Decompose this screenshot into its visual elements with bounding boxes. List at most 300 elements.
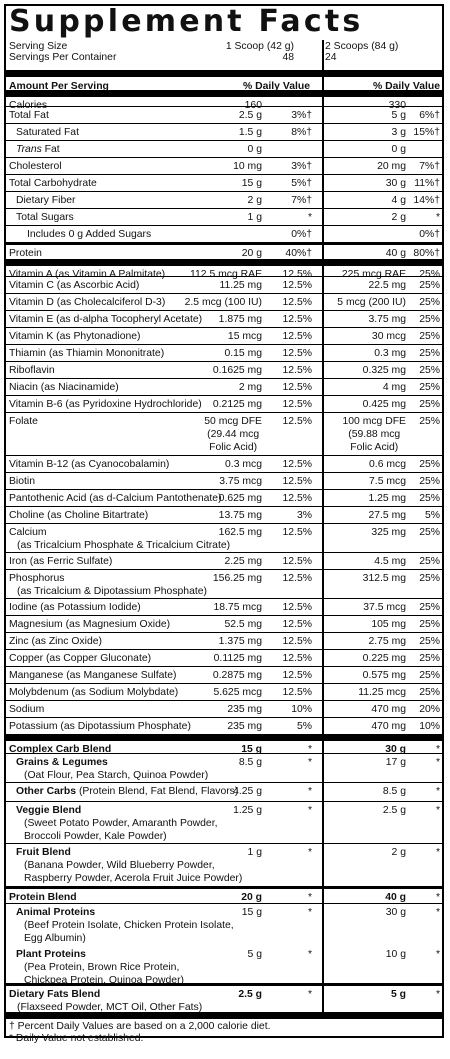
amount-col2: 3.75 mg bbox=[368, 314, 406, 325]
table-row bbox=[6, 310, 442, 327]
amount-col1: 0.2875 mg bbox=[212, 670, 262, 681]
amount-col2: 2.75 mg bbox=[368, 636, 406, 647]
dv-col1: 12.5% bbox=[282, 331, 312, 342]
nutrient-name bbox=[9, 313, 234, 326]
footnote-daily-value: * Daily Value not established. bbox=[9, 1033, 144, 1044]
amount-col2: 5 g bbox=[390, 989, 406, 1000]
amount-col2: 30 mcg bbox=[371, 331, 406, 342]
dv-col2: 25% bbox=[419, 619, 440, 630]
table-row bbox=[6, 886, 442, 903]
nutrient-name bbox=[9, 686, 234, 699]
amount-col2: 3 g bbox=[391, 127, 406, 138]
nutrient-name bbox=[9, 126, 241, 139]
serving-size-col1: 1 Scoop (42 g) bbox=[225, 41, 294, 52]
nutrient-name bbox=[9, 635, 234, 648]
table-row bbox=[6, 157, 442, 174]
nutrient-name bbox=[9, 526, 249, 552]
amount-col2: 105 mg bbox=[371, 619, 406, 630]
amount-col2: 30 g bbox=[385, 178, 406, 189]
amount-col2: 10 g bbox=[385, 949, 406, 960]
amount-col1: 4.25 g bbox=[233, 786, 262, 797]
nutrient-label: Biotin bbox=[9, 476, 35, 487]
amount-col1: 15 g bbox=[241, 907, 262, 918]
nutrient-name bbox=[9, 160, 234, 173]
dv-col2: 25% bbox=[419, 348, 440, 359]
dv-col2: * bbox=[435, 847, 440, 858]
dv-col1: * bbox=[307, 907, 312, 918]
serving-size-col2: 2 Scoops (84 g) bbox=[325, 41, 399, 52]
table-row bbox=[6, 455, 442, 472]
nutrient-label: Vitamin E (as d-alpha Tocopheryl Acetate) bbox=[9, 314, 203, 325]
amount-col1: 2.5 g bbox=[238, 110, 262, 121]
nutrient-sublabel: (as Tricalcium Phosphate & Tricalcium Citrate) bbox=[17, 540, 231, 551]
table-row bbox=[6, 327, 442, 344]
nutrient-name bbox=[9, 720, 234, 733]
dv-col1: 8%† bbox=[291, 127, 312, 138]
amount-col1: 235 mg bbox=[227, 704, 262, 715]
nutrient-sublabel: (Sweet Potato Powder, Amaranth Powder, Broccoli Powder, Kale Powder) bbox=[24, 818, 218, 842]
dv-col2: 25% bbox=[419, 269, 440, 280]
dv-col1: * bbox=[307, 786, 312, 797]
nutrient-name bbox=[9, 364, 234, 377]
dv-col2: * bbox=[435, 757, 440, 768]
nutrient-label-suffix: Fat bbox=[41, 144, 60, 155]
dv-col2: 25% bbox=[419, 382, 440, 393]
amount-col2: 0.575 mg bbox=[362, 670, 406, 681]
table-row bbox=[6, 700, 442, 717]
nutrient-name bbox=[9, 347, 234, 360]
nutrient-label: Cholesterol bbox=[9, 161, 62, 172]
dv-col2: 0%† bbox=[419, 229, 440, 240]
nutrient-label-suffix: (Protein Blend, Fat Blend, Flavors) bbox=[76, 786, 239, 797]
table-row bbox=[6, 946, 442, 986]
table-row bbox=[6, 489, 442, 506]
nutrient-label: Manganese (as Manganese Sulfate) bbox=[9, 670, 177, 681]
amount-col2: 0.3 mg bbox=[374, 348, 406, 359]
nutrient-sublabel: (Banana Powder, Wild Blueberry Powder, Raspberry Powder, Acerola Fruit Juice Powder) bbox=[24, 860, 243, 884]
table-row bbox=[6, 191, 442, 208]
dv-col2: 25% bbox=[419, 636, 440, 647]
amount-col1: 0.2125 mg bbox=[212, 399, 262, 410]
nutrient-name bbox=[9, 398, 234, 411]
amount-col1: 13.75 mg bbox=[218, 510, 262, 521]
amount-col1: 52.5 mg bbox=[224, 619, 262, 630]
table-row bbox=[6, 666, 442, 683]
dv-col2: 11%† bbox=[414, 178, 440, 189]
table-row bbox=[6, 801, 442, 843]
amount-col2: 4.5 mg bbox=[374, 556, 406, 567]
nutrient-name bbox=[9, 458, 234, 471]
nutrient-label: Dietary Fiber bbox=[16, 195, 76, 206]
daily-value-header-col2: % Daily Value bbox=[373, 81, 440, 92]
dv-col2: * bbox=[435, 892, 440, 903]
dv-col1: 12.5% bbox=[282, 280, 312, 291]
nutrient-label: Complex Carb Blend bbox=[9, 744, 112, 755]
amount-col1: 2.5 mcg (100 IU) bbox=[184, 297, 262, 308]
table-row bbox=[6, 344, 442, 361]
amount-col1: 20 g bbox=[241, 248, 262, 259]
amount-col1: 1.5 g bbox=[238, 127, 262, 138]
nutrient-name bbox=[9, 652, 234, 665]
footnote-percent: † Percent Daily Values are based on a 2,000 calorie diet. bbox=[9, 1021, 271, 1032]
nutrient-label: Sodium bbox=[9, 704, 45, 715]
table-row bbox=[6, 569, 442, 598]
nutrient-label: Thiamin (as Thiamin Mononitrate) bbox=[9, 348, 165, 359]
amount-col1: 162.5 mg bbox=[218, 527, 262, 538]
amount-col2: 30 g bbox=[385, 744, 406, 755]
table-row bbox=[6, 412, 442, 455]
amount-col2: 40 g bbox=[385, 892, 406, 903]
nutrient-label: Magnesium (as Magnesium Oxide) bbox=[9, 619, 171, 630]
table-row bbox=[6, 649, 442, 666]
servings-per-container-label: Servings Per Container bbox=[9, 52, 117, 63]
daily-value-header-col1: % Daily Value bbox=[243, 81, 310, 92]
nutrient-name bbox=[9, 906, 256, 945]
amount-col1: 0.625 mg bbox=[218, 493, 262, 504]
nutrient-name bbox=[9, 109, 234, 122]
nutrient-name bbox=[9, 475, 234, 488]
table-row bbox=[6, 208, 442, 225]
dv-col1: 5%† bbox=[291, 178, 312, 189]
dv-col2: 25% bbox=[419, 459, 440, 470]
table-row bbox=[6, 734, 442, 753]
dv-col2: 25% bbox=[419, 573, 440, 584]
dv-col2: * bbox=[435, 907, 440, 918]
dv-col1: 12.5% bbox=[282, 636, 312, 647]
amount-col2: 27.5 mg bbox=[368, 510, 406, 521]
amount-col1: 235 mg bbox=[227, 721, 262, 732]
amount-col1: 3.75 mcg bbox=[219, 476, 262, 487]
amount-col2: 2 g bbox=[391, 847, 406, 858]
amount-col2: 0.6 mcg bbox=[369, 459, 406, 470]
nutrient-label: Molybdenum (as Sodium Molybdate) bbox=[9, 687, 179, 698]
dv-col1: 3%† bbox=[291, 110, 312, 121]
amount-col2: 11.25 mcg bbox=[358, 687, 406, 698]
dv-col1: 12.5% bbox=[282, 365, 312, 376]
amount-col1: 112.5 mcg RAE bbox=[190, 269, 262, 280]
amount-col2: 2 g bbox=[391, 212, 406, 223]
nutrient-label: Pantothenic Acid (as d-Calcium Pantothenate) bbox=[9, 493, 222, 504]
nutrient-name bbox=[9, 279, 234, 292]
amount-col1: 2 g bbox=[247, 195, 262, 206]
dv-col1: 12.5% bbox=[282, 459, 312, 470]
supplement-facts-panel bbox=[4, 4, 444, 1044]
amount-col2: 17 g bbox=[385, 757, 406, 768]
dv-col2: 25% bbox=[419, 399, 440, 410]
amount-col2: 225 mcg RAE bbox=[341, 269, 406, 280]
nutrient-name bbox=[9, 846, 256, 885]
amount-col1: 1.25 g bbox=[233, 805, 262, 816]
amount-col1: 11.25 mg bbox=[219, 280, 262, 291]
dv-col1: 10% bbox=[291, 704, 312, 715]
amount-col2: 330 bbox=[388, 100, 406, 111]
table-row bbox=[6, 753, 442, 782]
dv-col1: 12.5% bbox=[282, 573, 312, 584]
nutrient-name bbox=[9, 509, 234, 522]
dv-col2: 25% bbox=[419, 653, 440, 664]
amount-col1: 15 g bbox=[241, 178, 262, 189]
amount-col2: 22.5 mg bbox=[368, 280, 406, 291]
table-row bbox=[6, 90, 442, 111]
dv-col1: * bbox=[307, 892, 312, 903]
serving-size-label: Serving Size bbox=[9, 41, 68, 52]
table-row bbox=[6, 683, 442, 700]
amount-col2: 40 g bbox=[385, 248, 406, 259]
nutrient-label: Total Sugars bbox=[16, 212, 74, 223]
nutrient-sublabel: (Beef Protein Isolate, Chicken Protein Isolate, Egg Albumin) bbox=[24, 920, 234, 944]
amount-col1: 156.25 mg bbox=[212, 573, 262, 584]
amount-col2: 100 mcg DFE (59.88 mcg Folic Acid) bbox=[342, 416, 406, 453]
dv-col1: 12.5% bbox=[282, 619, 312, 630]
nutrient-label: Other Carbs bbox=[16, 786, 77, 797]
dv-col1: 5% bbox=[296, 721, 312, 732]
nutrient-label: Zinc (as Zinc Oxide) bbox=[9, 636, 102, 647]
amount-col2: 5 mcg (200 IU) bbox=[337, 297, 406, 308]
table-row bbox=[6, 361, 442, 378]
servings-col2: 24 bbox=[325, 52, 337, 63]
dv-col2: 25% bbox=[419, 476, 440, 487]
amount-col2: 4 mg bbox=[382, 382, 406, 393]
nutrient-name bbox=[9, 618, 234, 631]
dv-col2: 25% bbox=[419, 687, 440, 698]
nutrient-name bbox=[9, 228, 252, 241]
amount-col1: 18.75 mcg bbox=[213, 602, 262, 613]
nutrient-name bbox=[9, 143, 241, 156]
dv-col1: 12.5% bbox=[282, 399, 312, 410]
table-row bbox=[6, 378, 442, 395]
amount-col2: 325 mg bbox=[371, 527, 406, 538]
amount-col1: 0 g bbox=[247, 144, 262, 155]
dv-col2: 14%† bbox=[413, 195, 440, 206]
nutrient-name bbox=[9, 194, 241, 207]
table-row bbox=[6, 632, 442, 649]
nutrient-label: Veggie Blend bbox=[16, 805, 82, 816]
dv-col1: 12.5% bbox=[282, 382, 312, 393]
table-row bbox=[6, 293, 442, 310]
dv-col1: 12.5% bbox=[282, 687, 312, 698]
amount-col2: 7.5 mcg bbox=[369, 476, 406, 487]
amount-col2: 470 mg bbox=[371, 704, 406, 715]
amount-col1: 1 g bbox=[247, 847, 262, 858]
dv-col1: 12.5% bbox=[282, 653, 312, 664]
amount-col2: 0.225 mg bbox=[362, 653, 406, 664]
table-row bbox=[6, 276, 442, 293]
nutrient-label: Protein Blend bbox=[9, 892, 77, 903]
column-divider bbox=[322, 40, 324, 1012]
amount-per-serving-header: Amount Per Serving bbox=[9, 81, 109, 92]
footnotes bbox=[6, 1012, 442, 1059]
nutrient-sublabel: (as Tricalcium & Dipotassium Phosphate) bbox=[17, 586, 207, 597]
nutrient-name bbox=[9, 756, 256, 782]
amount-col2: 2.5 g bbox=[382, 805, 406, 816]
panel-title: Supplement Facts bbox=[9, 4, 364, 39]
table-row bbox=[6, 506, 442, 523]
dv-col2: 25% bbox=[419, 602, 440, 613]
amount-col1: 0.1125 mg bbox=[213, 653, 262, 664]
nutrient-name bbox=[9, 415, 234, 428]
dv-col2: * bbox=[435, 212, 440, 223]
amount-col1: 0.1625 mg bbox=[212, 365, 262, 376]
table-row bbox=[6, 552, 442, 569]
amount-col1: 15 g bbox=[241, 744, 262, 755]
servings-col1: 48 bbox=[282, 52, 294, 63]
amount-col2: 5 g bbox=[391, 110, 406, 121]
nutrient-name bbox=[9, 703, 234, 716]
nutrient-label: Vitamin B-6 (as Pyridoxine Hydrochloride) bbox=[9, 399, 202, 410]
dv-col2: 25% bbox=[419, 527, 440, 538]
dv-col2: 25% bbox=[419, 416, 440, 427]
nutrient-label: Choline (as Choline Bitartrate) bbox=[9, 510, 149, 521]
amount-col2: 0.325 mg bbox=[362, 365, 406, 376]
nutrient-table bbox=[6, 90, 442, 1012]
nutrient-name bbox=[9, 785, 241, 798]
dv-col1: 3% bbox=[296, 510, 312, 521]
nutrient-label: Vitamin B-12 (as Cyanocobalamin) bbox=[9, 459, 170, 470]
nutrient-label: Phosphorus bbox=[9, 573, 65, 584]
nutrient-label: Saturated Fat bbox=[16, 127, 79, 138]
nutrient-name bbox=[9, 381, 234, 394]
amount-col2: 1.25 mg bbox=[368, 493, 406, 504]
dv-col2: 15%† bbox=[413, 127, 440, 138]
nutrient-name bbox=[9, 669, 234, 682]
dv-col1: 12.5% bbox=[282, 416, 312, 427]
dv-col1: 12.5% bbox=[282, 527, 312, 538]
dv-col2: * bbox=[435, 949, 440, 960]
nutrient-name bbox=[9, 492, 234, 505]
nutrient-label: Riboflavin bbox=[9, 365, 55, 376]
nutrient-label: Niacin (as Niacinamide) bbox=[9, 382, 119, 393]
amount-col2: 37.5 mcg bbox=[363, 602, 406, 613]
dv-col2: 25% bbox=[419, 365, 440, 376]
table-row bbox=[6, 598, 442, 615]
nutrient-name bbox=[9, 211, 241, 224]
nutrient-name bbox=[9, 988, 249, 1014]
amount-col2: 470 mg bbox=[371, 721, 406, 732]
serving-info bbox=[6, 40, 442, 70]
amount-col1: 160 bbox=[244, 100, 262, 111]
dv-col2: 25% bbox=[419, 280, 440, 291]
dv-col2: 7%† bbox=[419, 161, 440, 172]
dv-col1: 12.5% bbox=[282, 314, 312, 325]
amount-col1: 8.5 g bbox=[238, 757, 262, 768]
dv-col2: * bbox=[435, 744, 440, 755]
nutrient-label: Fruit Blend bbox=[16, 847, 71, 858]
nutrient-label: Animal Proteins bbox=[16, 907, 96, 918]
amount-col1: 2 mg bbox=[238, 382, 262, 393]
amount-col1: 5.625 mcg bbox=[213, 687, 262, 698]
dv-col1: * bbox=[307, 949, 312, 960]
table-row bbox=[6, 395, 442, 412]
table-row bbox=[6, 782, 442, 801]
nutrient-label: Dietary Fats Blend bbox=[9, 989, 101, 1000]
amount-col1: 1 g bbox=[247, 212, 262, 223]
dv-col2: 5% bbox=[424, 510, 440, 521]
dv-col2: * bbox=[435, 989, 440, 1000]
table-row bbox=[6, 225, 442, 242]
nutrient-sublabel: (Flaxseed Powder, MCT Oil, Other Fats) bbox=[17, 1002, 203, 1013]
amount-col2: 4 g bbox=[391, 195, 406, 206]
nutrient-name bbox=[9, 177, 234, 190]
dv-col1: 12.5% bbox=[282, 493, 312, 504]
nutrient-name bbox=[9, 601, 234, 614]
dv-col1: 40%† bbox=[285, 248, 312, 259]
amount-col1: 2.5 g bbox=[238, 989, 262, 1000]
dv-col2: * bbox=[435, 805, 440, 816]
nutrient-label: Folate bbox=[9, 416, 38, 427]
amount-col2: 20 mg bbox=[377, 161, 406, 172]
table-row bbox=[6, 242, 442, 259]
dv-col1: 12.5% bbox=[282, 602, 312, 613]
amount-col1: 20 g bbox=[241, 892, 262, 903]
dv-col2: 20% bbox=[419, 704, 440, 715]
table-row bbox=[6, 123, 442, 140]
nutrient-label: Trans bbox=[16, 144, 42, 155]
table-row bbox=[6, 106, 442, 123]
amount-col1: 15 mcg bbox=[227, 331, 262, 342]
amount-col1: 2.25 mg bbox=[224, 556, 262, 567]
amount-col1: 5 g bbox=[247, 949, 262, 960]
dv-col1: 7%† bbox=[291, 195, 312, 206]
dv-col1: 12.5% bbox=[282, 348, 312, 359]
table-row bbox=[6, 843, 442, 886]
dv-col1: * bbox=[307, 212, 312, 223]
nutrient-name bbox=[9, 330, 234, 343]
dv-col1: 12.5% bbox=[282, 269, 312, 280]
dv-col1: * bbox=[307, 989, 312, 1000]
nutrient-label: Vitamin K (as Phytonadione) bbox=[9, 331, 141, 342]
dv-col2: 80%† bbox=[413, 248, 440, 259]
table-row bbox=[6, 472, 442, 489]
table-row bbox=[6, 259, 442, 280]
dv-col1: 3%† bbox=[291, 161, 312, 172]
nutrient-sublabel: (Pea Protein, Brown Rice Protein, Chickpea Protein, Quinoa Powder) bbox=[24, 962, 184, 986]
table-row bbox=[6, 140, 442, 157]
amount-col2: 312.5 mg bbox=[362, 573, 406, 584]
amount-col2: 0.425 mg bbox=[362, 399, 406, 410]
table-row bbox=[6, 983, 442, 1012]
dv-col2: 25% bbox=[419, 556, 440, 567]
dv-col1: * bbox=[307, 744, 312, 755]
dv-col1: 0%† bbox=[291, 229, 312, 240]
nutrient-label: Iron (as Ferric Sulfate) bbox=[9, 556, 113, 567]
dv-col2: 25% bbox=[419, 670, 440, 681]
dv-col1: * bbox=[307, 805, 312, 816]
nutrient-name bbox=[9, 555, 234, 568]
dv-col2: 10% bbox=[419, 721, 440, 732]
nutrient-label: Total Carbohydrate bbox=[9, 178, 97, 189]
nutrient-label: Total Fat bbox=[9, 110, 49, 121]
dv-col1: * bbox=[307, 757, 312, 768]
amount-col1: 1.875 mg bbox=[218, 314, 262, 325]
nutrient-label: Vitamin D (as Cholecalciferol D-3) bbox=[9, 297, 166, 308]
nutrient-label: Calories bbox=[9, 100, 48, 111]
table-row bbox=[6, 523, 442, 552]
table-row bbox=[6, 717, 442, 734]
nutrient-label: Iodine (as Potassium Iodide) bbox=[9, 602, 141, 613]
dv-col1: * bbox=[307, 847, 312, 858]
table-row bbox=[6, 903, 442, 946]
dv-col1: 12.5% bbox=[282, 556, 312, 567]
dv-col2: 25% bbox=[419, 314, 440, 325]
nutrient-label: Calcium bbox=[9, 527, 47, 538]
nutrient-sublabel: (Oat Flour, Pea Starch, Quinoa Powder) bbox=[24, 770, 209, 781]
table-row bbox=[6, 615, 442, 632]
nutrient-label: Includes 0 g Added Sugars bbox=[27, 229, 152, 240]
nutrient-label: Potassium (as Dipotassium Phosphate) bbox=[9, 721, 191, 732]
nutrient-label: Plant Proteins bbox=[16, 949, 86, 960]
table-row bbox=[6, 174, 442, 191]
dv-col2: * bbox=[435, 786, 440, 797]
